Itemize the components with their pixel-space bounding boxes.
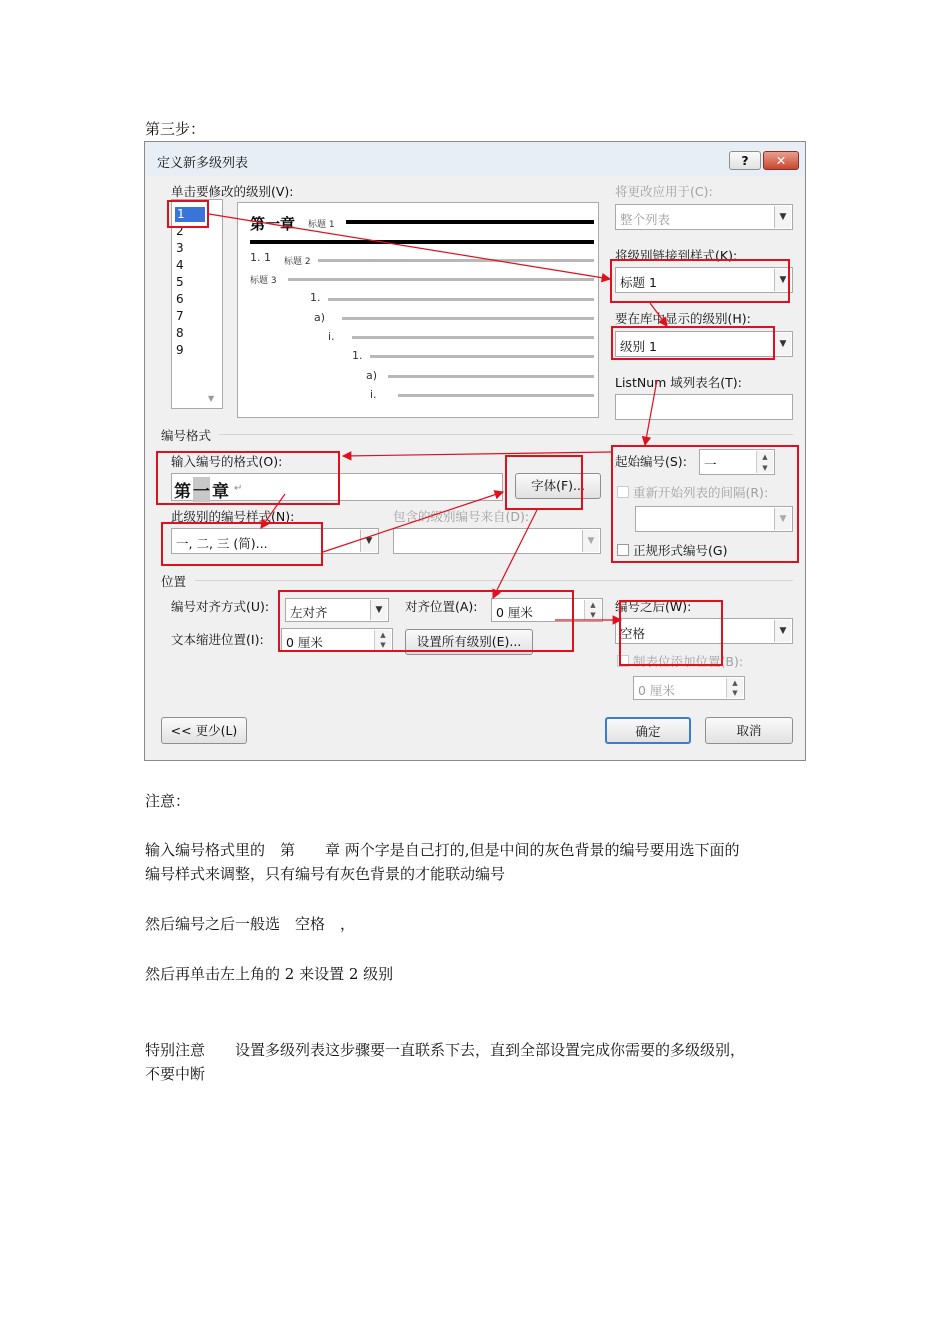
preview-number-1: 1. [310,291,321,304]
number-style-label: 此级别的编号样式(N): [171,509,295,524]
follow-label: 编号之后(W): [615,599,692,614]
preview-heading-1: 标题 1 [308,220,335,230]
arrow-style-to-font [323,492,503,552]
start-at-label: 起始编号(S): [615,454,687,469]
cancel-button[interactable]: 取消 [705,717,793,744]
format-suffix: 章 [212,482,229,502]
format-prefix: 第 [174,482,191,502]
spinner-arrows-icon[interactable]: ▲ ▼ [374,630,391,650]
chevron-down-icon[interactable]: ▼ [370,600,387,620]
note-line-1: 输入编号格式里的 第 章 两个字是自己打的,但是中间的灰色背景的编号要用选下面的 [145,841,740,859]
arrow-start-to-format [343,452,611,456]
paragraph-mark-icon: ↵ [234,483,243,494]
spinner-arrows-icon[interactable]: ▲ ▼ [584,600,601,620]
apply-to-label: 将更改应用于(C): [615,184,713,199]
step-heading: 第三步： [145,120,206,138]
preview-heading-2: 标题 2 [284,257,311,267]
link-style-label: 将级别链接到样式(K): [615,248,738,263]
arrow-style-to-level [650,303,667,326]
note-line-2: 编号样式来调整，只有编号有灰色背景的才能联动编号 [145,865,506,883]
enter-format-label: 输入编号的格式(O): [171,454,283,469]
font-button[interactable]: 字体(F)... [515,473,601,499]
help-button[interactable]: ? [729,151,761,170]
scroll-down-icon: ▼ [208,394,215,403]
chevron-down-icon[interactable]: ▼ [774,620,791,642]
position-section-title: 位置 [161,574,187,589]
chevron-down-icon: ▼ [774,508,791,530]
number-style-value: 一, 二, 三 (简)... [176,536,268,551]
format-number-field: 一 [193,477,210,502]
note-line-3: 然后编号之后一般选 空格 ， [145,915,356,933]
ok-button[interactable]: 确定 [605,717,691,744]
preview-letter-a: a) [314,311,326,324]
arrow-format-to-style [261,494,285,528]
start-at-value: 一 [704,457,717,472]
preview-roman-i: i. [328,330,335,343]
preview-heading-3: 标题 3 [250,276,277,286]
legal-label: 正规形式编号(G) [633,543,728,558]
indent-label: 文本缩进位置(I): [171,632,264,647]
follow-value: 空格 [620,626,646,641]
align-at-label: 对齐位置(A): [405,599,478,614]
define-multilevel-list-dialog [144,141,806,761]
level-item-5[interactable]: 5 [176,275,184,289]
chevron-down-icon[interactable]: ▼ [774,333,791,355]
note-line-5: 特别注意 设置多级列表这步骤要一直联系下去，直到全部设置完成你需要的多级级别， [145,1041,746,1059]
note-line-6: 不要中断 [145,1065,206,1083]
level-item-3[interactable]: 3 [176,241,184,255]
align-value: 左对齐 [290,605,328,620]
preview-letter-a-2: a) [366,369,378,382]
arrow-font-to-position [493,510,537,598]
gallery-level-label: 要在库中显示的级别(H): [615,311,751,326]
note-line-4: 然后再单击左上角的 2 来设置 2 级别 [145,965,394,983]
spinner-arrows-icon[interactable]: ▲ ▼ [756,451,773,473]
level-label: 单击要修改的级别(V): [171,184,294,199]
level-item-2[interactable]: 2 [176,224,184,238]
gallery-level-value: 级别 1 [620,339,657,354]
note-heading: 注意： [145,792,191,810]
set-all-levels-button[interactable]: 设置所有级别(E)... [405,629,533,655]
include-from-label: 包含的级别编号来自(D): [393,509,530,524]
restart-label: 重新开始列表的间隔(R): [633,485,769,500]
listnum-label: ListNum 域列表名(T): [615,375,742,390]
format-section-title: 编号格式 [161,428,212,443]
spinner-arrows-icon: ▲ ▼ [726,678,743,698]
apply-to-value: 整个列表 [620,212,671,227]
dialog-title: 定义新多级列表 [157,156,249,171]
align-label: 编号对齐方式(U): [171,599,270,614]
tab-add-value: 0 厘米 [638,683,675,698]
annotation-arrows [145,142,806,761]
link-style-value: 标题 1 [620,275,657,290]
align-at-value: 0 厘米 [496,605,533,620]
preview-number-2: 1. [352,349,363,362]
arrow-listnum-to-start [645,380,657,445]
level-item-9[interactable]: 9 [176,343,184,357]
chevron-down-icon[interactable]: ▼ [360,530,377,552]
chevron-down-icon: ▼ [774,206,791,228]
chevron-down-icon[interactable]: ▼ [774,269,791,291]
indent-value: 0 厘米 [286,635,323,650]
less-button[interactable]: << 更少(L) [161,717,247,744]
preview-chapter: 第一章 [250,215,296,233]
tab-add-label: 制表位添加位置(B): [633,654,744,669]
level-item-7[interactable]: 7 [176,309,184,323]
level-item-4[interactable]: 4 [176,258,184,272]
preview-level2-number: 1. 1 [250,251,271,264]
preview-roman-i-2: i. [370,388,377,401]
chevron-down-icon: ▼ [582,530,599,552]
level-item-6[interactable]: 6 [176,292,184,306]
level-item-1[interactable]: 1 [175,207,205,222]
level-item-8[interactable]: 8 [176,326,184,340]
close-button[interactable]: ✕ [763,151,799,170]
arrow-level-to-style [209,214,610,279]
